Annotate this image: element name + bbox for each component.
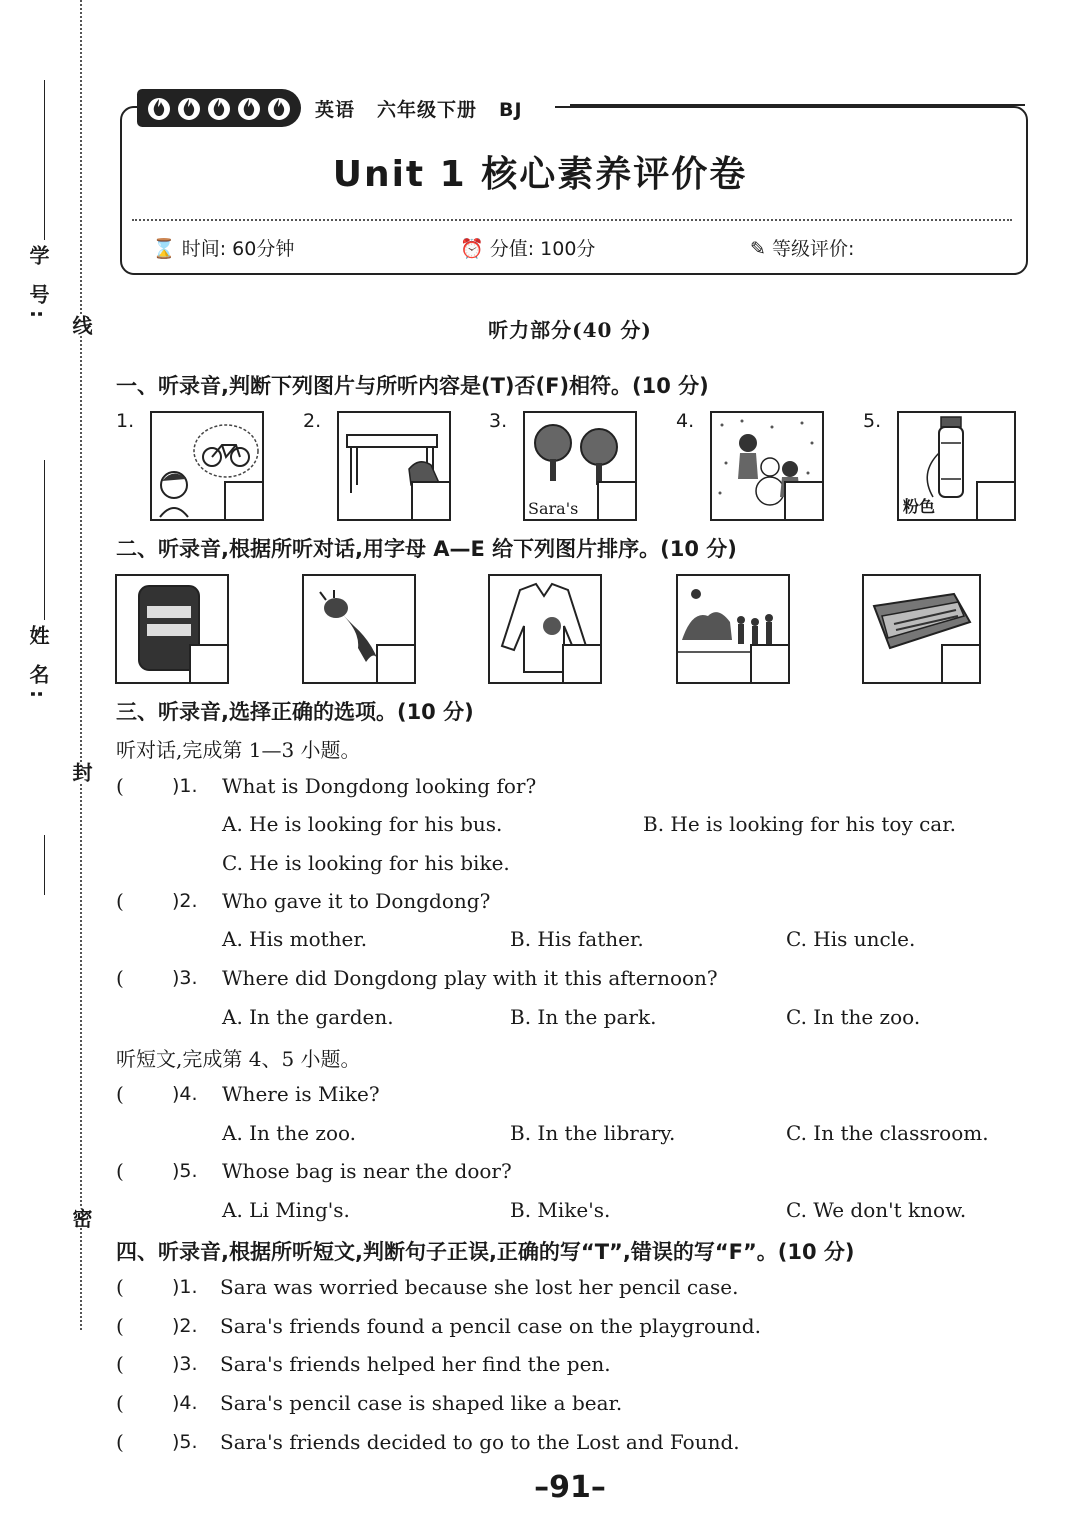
header-subject-bar (137, 88, 555, 128)
section3-intro-passage: 听短文,完成第 4、5 小题。 (116, 1047, 361, 1071)
option-c[interactable]: C. In the classroom. (786, 1121, 989, 1145)
answer-paren: ( (116, 1082, 124, 1106)
option-c[interactable]: C. His uncle. (786, 927, 916, 951)
section2-title: 二、听录音,根据所听对话,用字母 A—E 给下列图片排序。(10 分) (116, 537, 737, 561)
option-b[interactable]: B. His father. (510, 927, 644, 951)
seal-label: 封 (69, 762, 93, 782)
answer-paren: ( (116, 966, 124, 990)
time-info (152, 234, 294, 261)
flame-icon (147, 95, 171, 121)
s2-picture-1 (115, 574, 229, 684)
s1-picture-5 (897, 411, 1016, 521)
flame-icon (177, 95, 201, 121)
answer-box[interactable] (941, 644, 981, 684)
option-b[interactable]: B. Mike's. (510, 1198, 611, 1222)
answer-paren: ( (116, 1314, 124, 1338)
option-a[interactable]: A. He is looking for his bus. (222, 812, 503, 836)
s1-item-number: 2. (303, 410, 322, 432)
binding-dotted-line (80, 0, 82, 1330)
s1-item-number: 1. (116, 410, 135, 432)
statement-number: )4. (172, 1392, 198, 1414)
s2-picture-2 (302, 574, 416, 684)
section3-intro-dialogue: 听对话,完成第 1—3 小题。 (116, 738, 361, 762)
answer-paren: ( (116, 889, 124, 913)
statement-number: )1. (172, 1276, 198, 1298)
pencil-icon: ✎ (750, 238, 766, 260)
hourglass-icon: ⌛ (152, 238, 176, 260)
answer-box[interactable] (411, 481, 451, 521)
listening-part-heading: 听力部分(40 分) (488, 318, 652, 342)
cut-line-label: 线 (69, 315, 93, 335)
answer-paren: ( (116, 774, 124, 798)
section1-title: 一、听录音,判断下列图片与所听内容是(T)否(F)相符。(10 分) (116, 374, 709, 398)
caption-saras: Sara's (528, 499, 579, 518)
header-rule (570, 104, 1025, 106)
section3-title: 三、听录音,选择正确的选项。(10 分) (116, 700, 474, 724)
question-text: Where did Dongdong play with it this afternoon? (222, 966, 718, 990)
option-c[interactable]: C. In the zoo. (786, 1005, 921, 1029)
time-label: 时间: 60分钟 (181, 238, 295, 260)
name-write-line (44, 460, 45, 620)
option-a[interactable]: A. In the zoo. (222, 1121, 357, 1145)
answer-box[interactable] (597, 481, 637, 521)
answer-box[interactable] (784, 481, 824, 521)
option-c[interactable]: C. He is looking for his bike. (222, 851, 510, 875)
statement-text: Sara's friends helped her find the pen. (220, 1352, 611, 1376)
statement-text: Sara's friends decided to go to the Lost and Found. (220, 1430, 740, 1454)
statement-number: )2. (172, 1315, 198, 1337)
question-number: )5. (172, 1160, 198, 1182)
score-label: 分值: 100分 (489, 238, 596, 260)
option-c[interactable]: C. We don't know. (786, 1198, 967, 1222)
s1-item-number: 5. (863, 410, 882, 432)
s1-item-number: 3. (489, 410, 508, 432)
class-write-line (44, 835, 45, 895)
answer-box[interactable] (376, 644, 416, 684)
flame-icon (267, 95, 291, 121)
question-number: )2. (172, 890, 198, 912)
subject-info (315, 95, 545, 122)
option-a[interactable]: A. His mother. (222, 927, 368, 951)
answer-paren: ( (116, 1391, 124, 1415)
page-title: Unit 1 核心素养评价卷 (332, 154, 748, 195)
statement-text: Sara's pencil case is shaped like a bear. (220, 1391, 623, 1415)
s1-picture-4 (710, 411, 824, 521)
name-label: 姓 名: (26, 625, 50, 704)
answer-box[interactable] (976, 481, 1016, 521)
fold-label: 密 (69, 1208, 93, 1228)
s2-picture-4 (676, 574, 790, 684)
alarm-clock-icon: ⏰ (460, 238, 484, 260)
grade-eval-label: 等级评价: (771, 238, 855, 260)
grade: 六年级下册 (377, 98, 478, 121)
option-a[interactable]: A. Li Ming's. (222, 1198, 350, 1222)
answer-paren: ( (116, 1352, 124, 1376)
question-number: )1. (172, 775, 198, 797)
s2-picture-3 (488, 574, 602, 684)
s1-picture-1 (150, 411, 264, 521)
student-id-label: 学 号: (26, 245, 50, 324)
statement-text: Sara's friends found a pencil case on the playground. (220, 1314, 761, 1338)
question-text: Who gave it to Dongdong? (222, 889, 491, 913)
header-dotted-divider (132, 219, 1012, 221)
question-number: )4. (172, 1083, 198, 1105)
s1-item-number: 4. (676, 410, 695, 432)
answer-box[interactable] (224, 481, 264, 521)
score-info (460, 234, 595, 261)
statement-text: Sara was worried because she lost her pencil case. (220, 1275, 739, 1299)
answer-box[interactable] (750, 644, 790, 684)
option-b[interactable]: B. He is looking for his toy car. (643, 812, 956, 836)
statement-number: )3. (172, 1353, 198, 1375)
option-a[interactable]: A. In the garden. (222, 1005, 394, 1029)
grade-eval-info (750, 234, 854, 261)
caption-pink: 粉色 (903, 497, 936, 516)
s1-picture-2 (337, 411, 451, 521)
option-b[interactable]: B. In the park. (510, 1005, 657, 1029)
question-text: Whose bag is near the door? (222, 1159, 512, 1183)
question-text: Where is Mike? (222, 1082, 380, 1106)
option-b[interactable]: B. In the library. (510, 1121, 676, 1145)
s1-picture-3 (523, 411, 637, 521)
flame-icon (237, 95, 261, 121)
answer-paren: ( (116, 1275, 124, 1299)
answer-box[interactable] (189, 644, 229, 684)
answer-paren: ( (116, 1159, 124, 1183)
edition: BJ (499, 98, 523, 121)
section4-title: 四、听录音,根据所听短文,判断句子正误,正确的写“T”,错误的写“F”。(10 分) (116, 1240, 855, 1264)
question-number: )3. (172, 967, 198, 989)
statement-number: )5. (172, 1431, 198, 1453)
question-text: What is Dongdong looking for? (222, 774, 537, 798)
page-number: –91– (534, 1470, 606, 1505)
difficulty-flames (137, 89, 301, 127)
s2-picture-5 (862, 574, 981, 684)
answer-paren: ( (116, 1430, 124, 1454)
subject: 英语 (315, 98, 356, 121)
flame-icon (207, 95, 231, 121)
answer-box[interactable] (562, 644, 602, 684)
